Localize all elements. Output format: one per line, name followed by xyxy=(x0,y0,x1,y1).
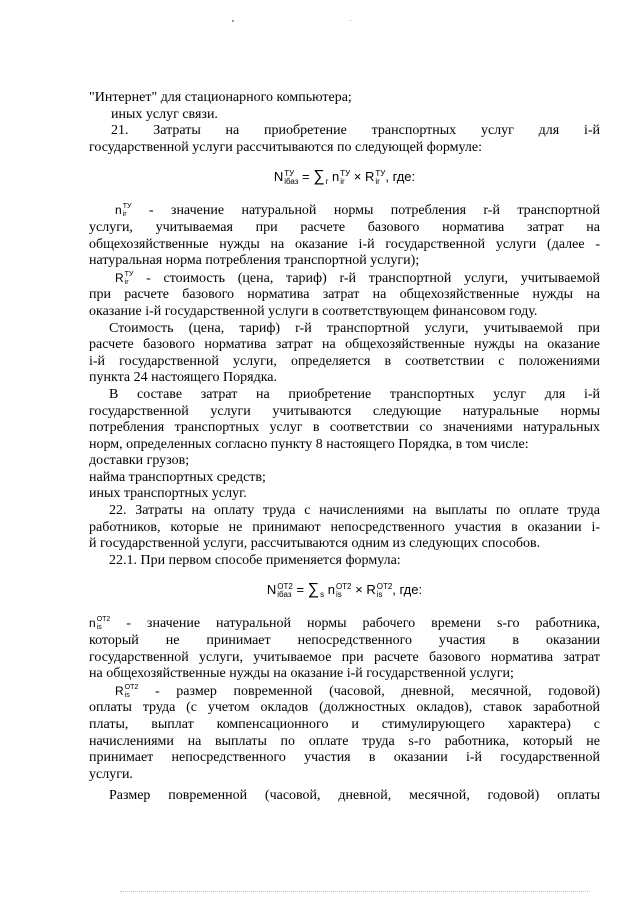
text-line: при расчете базового норматива затрат на общехозяйственные нужды на xyxy=(89,287,600,303)
symbol-sup: ТУ xyxy=(124,270,134,278)
symbol-sup: ОТ2 xyxy=(124,683,139,691)
symbol-sub: ir xyxy=(124,278,129,286)
formula-R: R xyxy=(366,582,376,598)
symbol-sup: ОТ2 xyxy=(96,616,111,624)
formula-sub: is xyxy=(376,590,383,599)
formula-R: R xyxy=(364,169,375,185)
symbol-sub: ir xyxy=(122,211,127,219)
text-line: натуральная норма потребления транспортной услуги); xyxy=(89,253,420,269)
formula-tail: , где: xyxy=(385,169,416,185)
text-line: оплаты труда (с учетом окладов (должностных окладов), ставок заработной xyxy=(89,700,600,716)
text-line: пункта 24 настоящего Порядка. xyxy=(89,370,277,386)
formula-sub: r xyxy=(325,176,329,186)
text-line: начислениями на выплаты по оплате труда s-го работника, который не xyxy=(89,733,600,749)
formula-times: × xyxy=(350,169,365,185)
formula-labor xyxy=(89,579,600,601)
symbol-sup: ТУ xyxy=(122,203,132,211)
text-line: Стоимость (цена, тариф) r-й транспортной услуги, учитываемой при xyxy=(109,320,600,336)
text-line: принимает непосредственного участия в оказании i-й государственной xyxy=(89,750,600,766)
formula-sub: iбаз xyxy=(284,176,299,186)
list-item: найма транспортных средств; xyxy=(89,469,266,485)
list-item: иных транспортных услуг. xyxy=(89,486,247,502)
formula-sub: iбаз xyxy=(277,590,292,599)
definition-r-line xyxy=(89,270,600,288)
text-line: платы, выплат компенсационного и стимулирующего характера) с xyxy=(89,717,600,732)
text-line: потребления транспортных услуг в соответствии со значениями натуральных xyxy=(89,420,600,436)
formula-transport xyxy=(89,166,600,188)
text-line: государственной услуги учитываются следующие натуральные нормы xyxy=(89,403,600,419)
sum-symbol: ∑ xyxy=(307,581,320,599)
text-line: норм, определенных согласно пункту 8 настоящего Порядка, в том числе: xyxy=(89,436,529,452)
text-line: расчете базового норматива затрат на общехозяйственные нужды на оказание xyxy=(89,337,600,353)
text-line: "Интернет" для стационарного компьютера; xyxy=(89,90,352,105)
text-line: 22.1. При первом способе применяется формула: xyxy=(109,552,401,568)
text-line: услуги, учитываемая при расчете базового норматива затрат на xyxy=(89,219,600,235)
formula-N: N xyxy=(266,582,277,598)
text-line: оказание i-й государственной услуги в соответствующем финансовом году. xyxy=(89,303,538,319)
text-line: работников, которые не принимают непосредственного участия в оказании i- xyxy=(89,519,600,535)
symbol-n: n xyxy=(89,616,96,631)
list-item: доставки грузов; xyxy=(89,453,190,469)
text-line: общехозяйственные нужды на оказание i-й государственной услуги (далее - xyxy=(89,236,600,252)
formula-sup: ТУ xyxy=(375,168,386,178)
text-line: который не принимает непосредственного участия в оказании xyxy=(89,633,600,649)
formula-sub: is xyxy=(335,590,342,599)
formula-sup: ОТ2 xyxy=(335,582,352,591)
text-line: - стоимость (цена, тариф) r-й транспортной услуги, учитываемой xyxy=(133,270,600,286)
text-line: услуги. xyxy=(89,766,133,782)
formula-sup: ОТ2 xyxy=(277,582,293,591)
sum-symbol: ∑ xyxy=(313,168,325,186)
text-line: государственной услуги рассчитываются по следующей формуле: xyxy=(89,139,482,155)
text-line: В составе затрат на приобретение транспортных услуг для i-й xyxy=(109,386,600,402)
definition-r-ot2-line xyxy=(89,683,600,701)
paragraph-22-line: 22. Затраты на оплату труда с начислениями на выплаты по оплате труда xyxy=(109,503,600,519)
scan-speck xyxy=(350,20,351,21)
text-line: й государственной услуги, рассчитываются одним из следующих способов. xyxy=(89,536,541,552)
text-line: государственной услуги, учитываемое при расчете базового норматива затрат xyxy=(89,649,600,665)
text-line: - размер повременной (часовой, дневной, месячной, годовой) xyxy=(138,683,600,699)
text-line: на общехозяйственные нужды на оказание i-й государственной услуги; xyxy=(89,666,514,682)
text-line: иных услуг связи. xyxy=(111,106,218,122)
formula-sup: ОТ2 xyxy=(376,582,393,591)
definition-n-line xyxy=(89,202,600,220)
symbol-n: n xyxy=(115,203,122,218)
formula-n: n xyxy=(327,582,335,598)
document-page xyxy=(89,90,600,805)
formula-sub: ir xyxy=(375,176,380,186)
formula-n: n xyxy=(331,169,340,185)
text-line: Размер повременной (часовой, дневной, месячной, годовой) оплаты xyxy=(109,788,600,804)
definition-n-ot2-line xyxy=(89,615,600,633)
formula-sup: ТУ xyxy=(340,168,351,178)
scan-artifact xyxy=(120,891,590,893)
symbol-sub: is xyxy=(96,624,102,632)
formula-eq: = xyxy=(292,582,308,598)
symbol-sub: is xyxy=(124,691,130,699)
symbol-R: R xyxy=(115,683,124,698)
formula-tail: , где: xyxy=(392,582,423,598)
scan-speck xyxy=(232,20,234,22)
formula-N: N xyxy=(273,169,284,185)
formula-sub: ir xyxy=(340,176,345,186)
text-line: - значение натуральной нормы потребления r-й транспортной xyxy=(131,203,600,219)
text-line: i-й государственной услуги, определяется в соответствии с положениями xyxy=(89,353,600,369)
formula-sub: s xyxy=(320,590,325,599)
symbol-R: R xyxy=(115,270,124,285)
formula-times: × xyxy=(351,582,367,598)
paragraph-21-line: 21. Затраты на приобретение транспортных услуг для i-й xyxy=(111,123,600,139)
text-line: - значение натуральной нормы рабочего времени s-го работника, xyxy=(110,616,600,632)
formula-eq: = xyxy=(298,169,314,185)
formula-sup: ТУ xyxy=(284,168,295,178)
